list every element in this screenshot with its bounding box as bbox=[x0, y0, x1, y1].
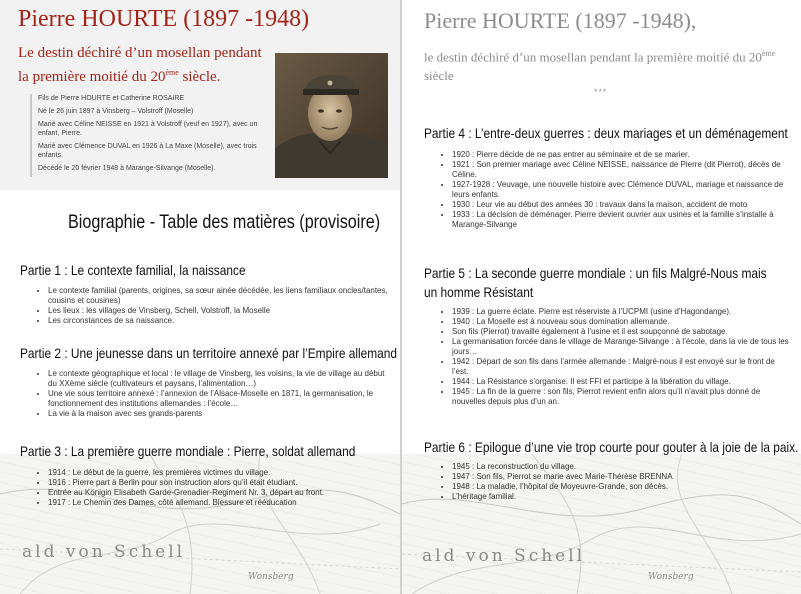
page-title: Pierre HOURTE (1897 -1948), bbox=[424, 8, 697, 33]
fact-line: Marié avec Clémence DUVAL en 1926 à La Maxe (Moselle), avec trois enfants. bbox=[38, 143, 257, 159]
list-item: • La vie à la maison avec ses grands-parents bbox=[48, 409, 388, 419]
part-1-title: Partie 1 : Le contexte familial, la naissance bbox=[20, 262, 246, 278]
list-item: • La germanisation forcée dans le village de Marange-Silvange : à l’école, dans la vie de tous les jours… bbox=[452, 337, 792, 357]
part-6-list bbox=[438, 462, 792, 502]
part-5-list bbox=[438, 307, 792, 407]
list-item: • Une vie sous territoire annexé : l’annexion de l’Alsace-Moselle en 1871, la germanisation, le fonctionnement des institutions allemandes : l’école… bbox=[48, 389, 388, 409]
header-panel bbox=[0, 0, 400, 190]
list-item: • 1945 : La reconstruction du village. bbox=[452, 462, 792, 472]
list-item: • 1933 : La décision de déménager. Pierre devient ouvrier aux usines et la famille s’installe à Marange-Silvange bbox=[452, 210, 792, 230]
part-3-list bbox=[34, 468, 393, 508]
part-4-title: Partie 4 : L’entre-deux guerres : deux mariages et un déménagement bbox=[424, 125, 788, 141]
biography-facts bbox=[30, 94, 274, 177]
list-item: • Entrée au Königin Elisabeth Garde-Grenadier-Regiment Nr. 3, départ au front. bbox=[48, 488, 393, 498]
list-item: • Le contexte géographique et local : le village de Vinsberg, les voisins, la vie de village au début du XXème siècle (cultivateurs et paysans, l’alimentation…) bbox=[48, 369, 388, 389]
map-label-small: Wonsberg bbox=[648, 572, 694, 582]
list-item: • 1939 : La guerre éclate. Pierre est réserviste à l’UCPMI (usine d’Hagondange). bbox=[452, 307, 792, 317]
fact-line: Fils de Pierre HOURTE et Catherine ROSAIRE bbox=[38, 95, 185, 102]
right-page bbox=[402, 0, 801, 594]
list-item: • Son fils (Pierrot) travaille également à l’usine et il est soupçonné de sabotage. bbox=[452, 327, 792, 337]
page-subtitle: Le destin déchiré d’un mosellan pendant la première moitié du 20ème siècle. bbox=[18, 45, 262, 85]
list-item: • 1921 : Son premier mariage avec Céline NEISSE, naissance de Pierre (dit Pierrot), décès de Céline. bbox=[452, 160, 792, 180]
part-4-list bbox=[438, 150, 792, 230]
toc-title: Biographie - Table des matières (provisoire) bbox=[68, 212, 381, 233]
list-item: • 1945 : La fin de la guerre : son fils, Pierrot revient enfin alors qu’il n’avait plus donné de nouvelles depuis plus d’un an. bbox=[452, 387, 792, 407]
list-item: • 1942 : Départ de son fils dans l’armée allemande : Malgré-nous il est envoyé sur le front de l’est. bbox=[452, 357, 792, 377]
list-item: • L’héritage familial. bbox=[452, 492, 792, 502]
list-item: • Les lieux : les villages de Vinsberg, Schell, Volstroff, la Moselle bbox=[48, 306, 388, 316]
part-5-title: Partie 5 : La seconde guerre mondiale : un fils Malgré-Nous mais un homme Résistant bbox=[424, 265, 767, 300]
left-page bbox=[0, 0, 400, 594]
list-item: • 1948 : La maladie, l’hôpital de Moyeuvre-Grande, son décès. bbox=[452, 482, 792, 492]
fact-line: Né le 26 juin 1897 à Vinsberg – Volstroff (Moselle) bbox=[38, 108, 194, 115]
list-item: • 1930 : Leur vie au début des années 30 : travaux dans la maison, accident de moto bbox=[452, 200, 792, 210]
list-item: • 1944 : La Résistance s’organise. Il est FFI et participe à la libération du village. bbox=[452, 377, 792, 387]
list-item: • 1920 : Pierre décide de ne pas entrer au séminaire et de se marier. bbox=[452, 150, 792, 160]
map-label-small: Wonsberg bbox=[248, 572, 294, 582]
part-1-list bbox=[34, 286, 388, 326]
fact-line: Décédé le 20 février 1948 à Marange-Silvange (Moselle). bbox=[38, 165, 216, 172]
fact-line: Marié avec Céline NEISSE en 1921 à Volstroff (veuf en 1927), avec un enfant, Pierre. bbox=[38, 121, 258, 137]
list-item: • 1914 : Le début de la guerre, les premières victimes du village. bbox=[48, 468, 393, 478]
list-item: • 1940 : La Moselle est à nouveau sous domination allemande. bbox=[452, 317, 792, 327]
separator-stars: *** bbox=[594, 87, 608, 97]
list-item: • 1917 : Le Chemin des Dames, côté allemand. Blessure et rééducation bbox=[48, 498, 393, 508]
page-title: Pierre HOURTE (1897 -1948) bbox=[18, 6, 310, 32]
page-subtitle: le destin déchiré d’un mosellan pendant la première moitié du 20ème siècle bbox=[424, 49, 776, 84]
map-label: ald von Schell bbox=[22, 542, 186, 562]
list-item: • 1947 : Son fils, Pierrot se marie avec Marie-Thérèse BRENNA bbox=[452, 472, 792, 482]
map-label: ald von Schell bbox=[422, 546, 586, 566]
list-item: • 1927-1928 : Veuvage, une nouvelle histoire avec Clémence DUVAL, mariage et naissance de leurs enfants. bbox=[452, 180, 792, 200]
list-item: • 1916 : Pierre part à Berlin pour son instruction alors qu’il était étudiant. bbox=[48, 478, 393, 488]
part-3-title: Partie 3 : La première guerre mondiale : Pierre, soldat allemand bbox=[20, 443, 356, 459]
part-2-title: Partie 2 : Une jeunesse dans un territoire annexé par l’Empire allemand bbox=[20, 345, 398, 361]
part-6-title: Partie 6 : Epilogue d’une vie trop courte pour gouter à la joie de la paix. bbox=[424, 439, 799, 455]
portrait-photo bbox=[275, 53, 388, 178]
list-item: • Le contexte familial (parents, origines, sa sœur ainée décédée, les liens familiaux oncles/tantes, cousins et cousines) bbox=[48, 286, 388, 306]
part-2-list bbox=[34, 369, 388, 419]
list-item: • Les circonstances de sa naissance. bbox=[48, 316, 388, 326]
